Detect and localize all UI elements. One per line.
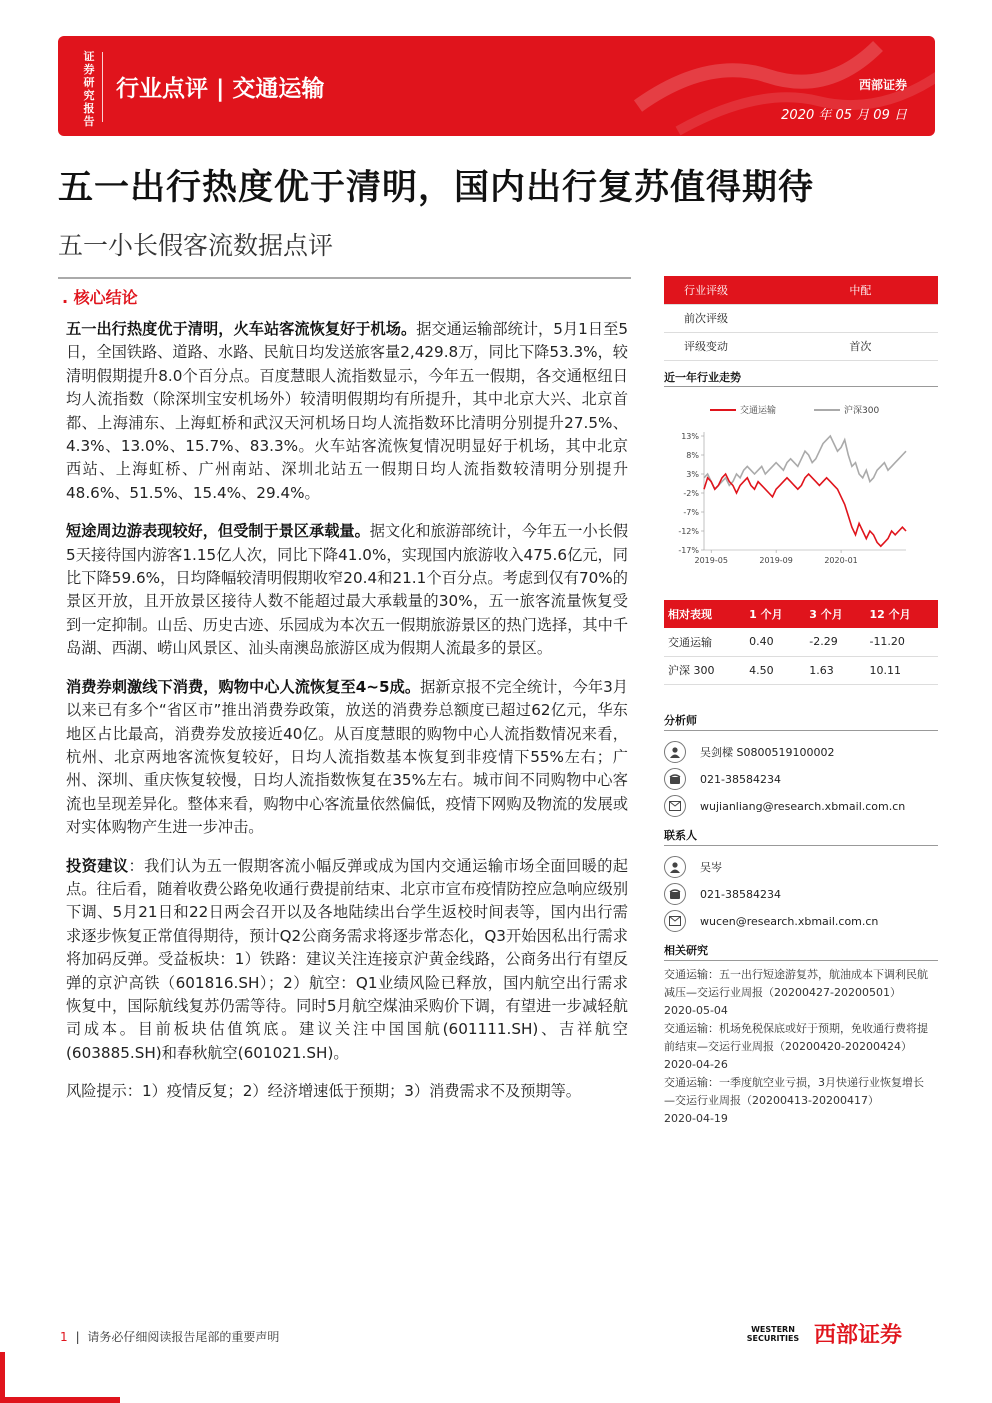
analyst-phone: 021-38584234: [700, 772, 781, 786]
series-line-1: [704, 436, 906, 489]
perf-name: 沪深 300: [664, 656, 745, 684]
risk-note: 风险提示：1）疫情反复；2）经济增速低于预期；3）消费需求不及预期等。: [66, 1082, 581, 1101]
rating-label: 行业评级: [664, 276, 829, 304]
footer-accent-bar: [0, 1352, 5, 1403]
page-subtitle: 五一小长假客流数据点评: [58, 231, 334, 260]
brand-name: 西部证券: [858, 78, 907, 92]
paragraph: 消费券刺激线下消费，购物中心人流恢复至4~5成。据新京报不完全统计，今年3月以来已有多个“省区市”推出消费券政策，放送的消费券总额度已超过62亿元，华东地区占比最高，消费券发放接近40亿。从百度慧眼的购物中心人流指数情况来看，杭州、北京两地客流恢复较好，日均人流指数基本恢复到非疫情下55%左右；广州、深圳、重庆恢复较慢，日均人流指数恢复在35%左右。城市间不同购物中心客流也呈现差异化。整体来看，购物中心客流量依然偏低，疫情下网购及物流的发展或对实体购物产生进一步冲击。: [66, 677, 628, 837]
analyst-name: 吴剑樑 S0800519100002: [700, 746, 835, 759]
contact-name: 吴岑: [700, 861, 722, 874]
y-tick-label: -12%: [678, 527, 699, 536]
rating-value: 首次: [829, 332, 938, 360]
perf-3m: 1.63: [805, 656, 865, 684]
perf-name: 交通运输: [664, 628, 745, 656]
rating-label: 前次评级: [664, 304, 829, 332]
contact-email[interactable]: wucen@research.xbmail.com.cn: [700, 914, 879, 928]
rating-row: [664, 304, 938, 332]
perf-12m: 10.11: [865, 656, 938, 684]
y-tick-label: 3%: [686, 470, 699, 479]
analyst-phone-row: [664, 767, 781, 791]
analyst-name-row: [664, 740, 834, 764]
report-date: 2020 年 05 月 09 日: [781, 108, 907, 123]
related-item[interactable]: 交通运输：机场免税保底或好于预期，免收通行费将提前结束—交运行业周报（20200420-20200424） 2020-04-26: [664, 1022, 928, 1071]
rating-label: 评级变动: [664, 332, 829, 360]
contact-divider: [664, 845, 938, 846]
perf-header-cell: 3 个月: [805, 600, 865, 628]
page-title: 五一出行热度优于清明，国内出行复苏值得期待: [58, 168, 815, 208]
analyst-email-row[interactable]: [664, 794, 905, 818]
paragraph: 五一出行热度优于清明，火车站客流恢复好于机场。据交通运输部统计，5月1日至5日，全国铁路、道路、水路、民航日均发送旅客量2,429.8万，同比下降53.3%，较清明假期提升8.0个百分点。百度慧眼人流指数显示，今年五一假期，各交通枢纽日均人流指数（除深圳宝安机场外）较清明假期均有所提升，其中北京大兴、北京首都、上海浦东、上海虹桥和武汉天河机场日均人流指数环比清明分别提升27.5%、4.3%、13.0%、15.7%、83.3%。火车站客流恢复情况明显好于机场，其中北京西站、上海虹桥、广州南站、深圳北站五一假期日均人流指数较清明分别提升48.6%、51.5%、15.4%、29.4%。: [66, 320, 629, 502]
header-banner: [58, 36, 935, 136]
paragraph: 投资建议：我们认为五一假期客流小幅反弹或成为国内交通运输市场全面回暖的起点。往后看，随着收费公路免收通行费提前结束、北京市宣布疫情防控应急响应级别下调、5月21日和22日两会召开以及各地陆续出台学生返校时间表等，国内出行需求逐步恢复正常值得期待，预计Q2公商务需求将逐步常态化，Q3开始因私出行需求将加码反弹。受益板块：1）铁路：建议关注连接京沪黄金线路，公商务出行有望反弹的京沪高铁（601816.SH）；2）航空：Q1业绩风险已释放，国内航空出行需求恢复中，国际航线复苏仍需等待。同时5月航空煤油采购价下调，有望进一步减轻航司成本。目前板块估值筑底。建议关注中国国航(601111.SH)、吉祥航空(603885.SH)和春秋航空(601021.SH)。: [66, 856, 629, 1062]
x-tick-label: 2019-05: [694, 556, 728, 565]
contact-email-row[interactable]: [664, 909, 878, 933]
related-item[interactable]: 交通运输：五一出行短途游复苏，航油成本下调利民航减压—交运行业周报（20200427-20200501） 2020-05-04: [664, 968, 928, 1017]
paragraph: 短途周边游表现较好，但受制于景区承载量。据文化和旅游部统计，今年五一小长假5天接待国内游客1.15亿人次，同比下降41.0%，实现国内旅游收入475.6亿元，同比下降59.6%，日均降幅较清明假期收窄20.4和21.1个百分点。考虑到仅有70%的景区开放，且开放景区接待人数不能超过最大承载量的30%，五一旅客流量恢复受到一定抑制。山岳、历史古迹、乐园成为本次五一假期旅游景区的热门选择，其中千岛湖、西湖、崂山风景区、汕头南澳岛旅游区成为假期人流最多的景区。: [66, 522, 629, 658]
legend-label: 交通运输: [740, 406, 777, 416]
perf-header-cell: 1 个月: [745, 600, 805, 628]
related-divider: [664, 960, 938, 961]
rating-row: [664, 276, 938, 304]
y-tick-label: -7%: [683, 508, 699, 517]
perf-1m: 0.40: [745, 628, 805, 656]
section-heading: . 核心结论: [62, 288, 138, 307]
perf-12m: -11.20: [865, 628, 938, 656]
analyst-title: 分析师: [664, 714, 697, 727]
contact-title: 联系人: [664, 829, 697, 842]
series-line-0: [704, 474, 906, 546]
y-tick-label: 13%: [681, 432, 699, 441]
phone-icon: [664, 768, 686, 790]
performance-table: [664, 600, 938, 685]
analyst-email[interactable]: wujianliang@research.xbmail.com.cn: [700, 799, 906, 813]
related-title: 相关研究: [664, 944, 708, 957]
x-tick-label: 2020-01: [824, 556, 858, 565]
banner-divider: [102, 52, 103, 122]
footer-bottom-bar: [0, 1397, 120, 1403]
perf-1m: 4.50: [745, 656, 805, 684]
perf-header-cell: 相对表现: [664, 600, 745, 628]
main-body: [66, 318, 628, 1119]
report-type-vertical: 证券研究报告: [83, 50, 95, 128]
table-row: [664, 656, 938, 684]
related-item[interactable]: 交通运输：一季度航空业亏损，3月快递行业恢复增长—交运行业周报（20200413-20200417） 2020-04-19: [664, 1076, 924, 1125]
trend-chart-title: 近一年行业走势: [664, 371, 741, 384]
y-tick-label: -2%: [683, 489, 699, 498]
footer-disclaimer: 1 | 请务必仔细阅读报告尾部的重要声明: [60, 1330, 280, 1344]
logo-cn: 西部证券: [814, 1323, 903, 1348]
footer-logo: [738, 1318, 902, 1349]
table-row: [664, 628, 938, 656]
trend-divider: [664, 386, 938, 387]
rating-row: [664, 332, 938, 360]
rating-value: [829, 304, 938, 332]
contact-phone-row: [664, 882, 781, 906]
y-tick-label: 8%: [686, 451, 699, 460]
rating-table: [664, 276, 938, 361]
page-number: 1: [60, 1330, 68, 1344]
logo-en: WESTERN SECURITIES: [746, 1324, 800, 1343]
perf-header-cell: 12 个月: [865, 600, 938, 628]
legend-label: 沪深300: [844, 406, 880, 416]
rating-value: 中配: [829, 276, 938, 304]
analyst-divider: [664, 730, 938, 731]
report-category: 行业点评 | 交通运输: [116, 76, 325, 102]
y-tick-label: -17%: [678, 546, 699, 555]
phone-icon: [664, 883, 686, 905]
person-icon: [664, 741, 686, 763]
person-icon: [664, 856, 686, 878]
trend-chart: [664, 394, 934, 572]
contact-phone: 021-38584234: [700, 887, 781, 901]
related-list: [664, 966, 934, 1128]
x-tick-label: 2019-09: [759, 556, 793, 565]
contact-name-row: [664, 855, 722, 879]
mail-icon: [664, 795, 686, 817]
performance-header: [664, 600, 938, 628]
mail-icon: [664, 910, 686, 932]
section-divider: [58, 277, 631, 279]
perf-3m: -2.29: [805, 628, 865, 656]
